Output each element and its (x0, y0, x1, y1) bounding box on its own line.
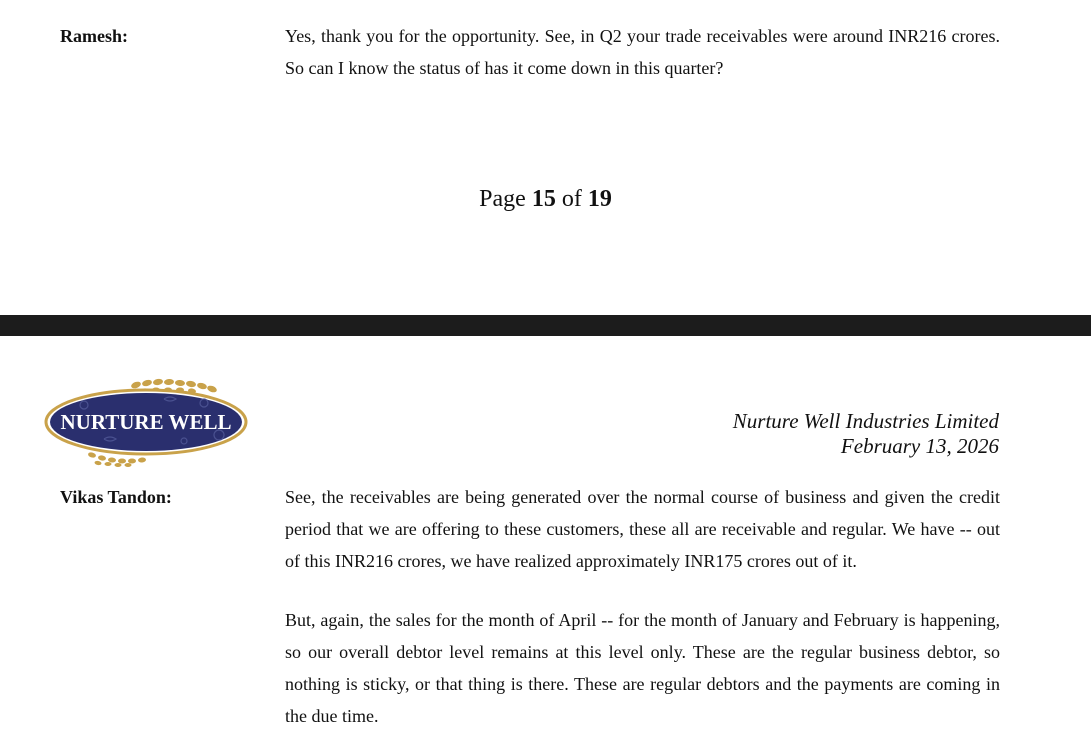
company-name: Nurture Well Industries Limited (732, 409, 999, 433)
page-total: 19 (587, 186, 612, 212)
call-date: February 13, 2026 (840, 434, 999, 458)
speaker-vikas-tandon: Vikas Tandon: (60, 487, 172, 507)
page-number (0, 181, 1091, 217)
answer-paragraph-1: See, the receivables are being generated over the normal course of business and given the credit period that we are offering to these customers, these all are receivable and regular. We have -- out of this INR216 crores, we have realized approximately INR175 crores out of it. (285, 487, 1000, 571)
answer-paragraph-2: But, again, the sales for the month of April -- for the month of January and February is happening, so our overall debtor level remains at this level only. These are the regular business debtor, so nothing is sticky, or that thing is there. These are regular debtors and the payments are coming in the due time. (285, 610, 1000, 726)
company-header (733, 409, 999, 459)
page-break-divider (0, 315, 1091, 336)
logo-text: NURTURE WELL (60, 410, 232, 434)
speaker-ramesh: Ramesh: (60, 26, 128, 46)
page-prefix: Page (479, 186, 526, 212)
page-current: 15 (531, 186, 556, 212)
ramesh-question-text: Yes, thank you for the opportunity. See, in Q2 your trade receivables were around INR216 crores. So can I know the status of has it come down in this quarter? (285, 26, 1000, 78)
nurture-well-logo (44, 375, 248, 467)
page-of: of (561, 186, 582, 212)
